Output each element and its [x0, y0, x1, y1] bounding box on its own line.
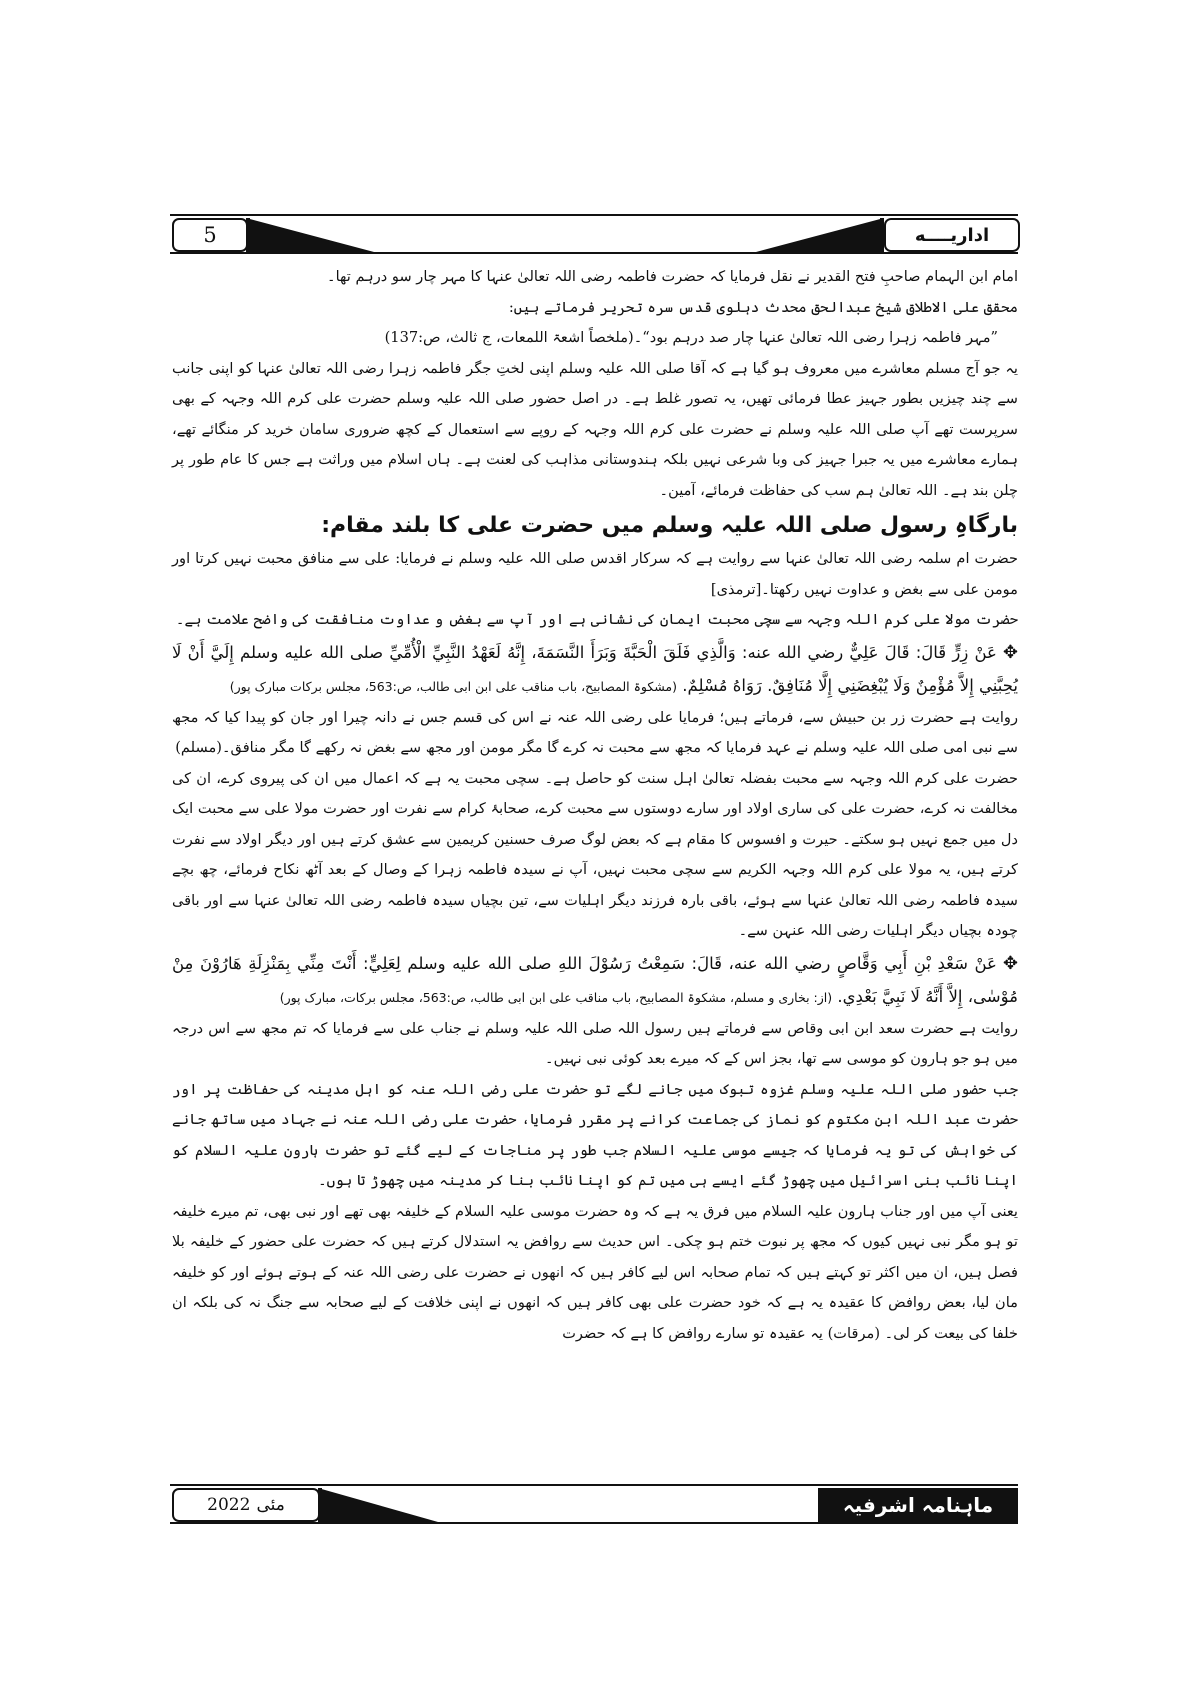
- paragraph: روایت ہے حضرت زر بن حبیش سے، فرماتے ہیں؛ فرمایا علی رضی اللہ عنہ نے اس کی قسم جس نے دانہ چیرا اور جان کو پیدا کیا کہ مجھ سے نبی امی صلی اللہ علیہ وسلم نے عہد فرمایا کہ مجھ سے محبت نہ کرے گا مگر مومن اور مجھ سے بغض نہ رکھے گا مگر منافق۔(مسلم): [172, 708, 1018, 756]
- hadith-arabic: [172, 636, 1018, 703]
- footer-rule-top: [170, 1484, 1018, 1486]
- paragraph: یعنی آپ میں اور جناب ہارون علیہ السلام میں فرق یہ ہے کہ وہ حضرت موسی علیہ السلام کے خلیفہ بھی تھے اور نبی بھی، تم میرے خلیفہ تو ہو مگر نبی نہیں کیوں کہ مجھ پر نبوت ختم ہو چکی۔ اس حدیث سے روافض یہ استدلال کرتے ہیں کہ حضرت علی حضور کے خلیفہ بلا فصل ہیں، ان میں اکثر تو کہتے ہیں کہ تمام صحابہ اس لیے کافر ہیں کہ انھوں نے حضرت علی رضی اللہ عنہ کے ہوتے ہوئے اور کو خلیفہ مان لیا، بعض روافض کا عقیدہ یہ ہے کہ خود حضرت علی بھی کافر ہیں کہ انھوں نے اپنی خلافت کے لیے صحابہ سے جنگ نہ کی بلکہ ان خلفا کی بیعت کر لی۔ (مرقات) یہ عقیدہ تو سارے روافض کا ہے کہ حضرت: [172, 1202, 1018, 1342]
- paragraph: حضرت مولا علی کرم اللہ وجہہ سے سچی محبت ایمان کی نشانی ہے اور آپ سے بغض و عداوت منافقت کی واضح علامت ہے۔: [175, 611, 1018, 628]
- paragraph: حضرت ام سلمہ رضی اللہ تعالیٰ عنہا سے روایت ہے کہ سرکار اقدس صلی اللہ علیہ وسلم نے فرمایا: علی سے منافق محبت نہیں کرتا اور مومن علی سے بغض و عداوت نہیں رکھتا۔[ترمذی]: [172, 550, 1018, 598]
- footer-wedge: [318, 1486, 438, 1524]
- paragraph: حضرت علی کرم اللہ وجہہ سے محبت بفضلہ تعالیٰ اہل سنت کو حاصل ہے۔ سچی محبت یہ ہے کہ اعمال میں ان کی پیروی کرے، ان کی مخالفت نہ کرے، حضرت علی کی ساری اولاد اور سارے دوستوں سے محبت کرے، صحابۂ کرام سے نفرت اور حضرت مولا علی سے محبت ایک دل میں جمع نہیں ہو سکتے۔ حیرت و افسوس کا مقام ہے کہ بعض لوگ صرف حسنین کریمین سے عشق کرتے ہیں اور دیگر اولاد سے نفرت کرتے ہیں، یہ مولا علی کرم اللہ وجہہ الکریم سے سچی محبت نہیں، آپ نے سیدہ فاطمہ زہرا کے وصال کے بعد آٹھ نکاح فرمائے، چھ بچے سیدہ فاطمہ رضی اللہ تعالیٰ عنہا سے ہوئے، باقی بارہ فرزند دیگر اہلیات سے، تین بچیاں سیدہ فاطمہ رضی اللہ تعالیٰ عنہا سے اور باقی چودہ بچیاں دیگر اہلیات رضی اللہ عنہن سے۔: [172, 769, 1018, 939]
- bullet-star-icon: ✥: [1002, 952, 1018, 974]
- hadith-text: عَنْ زِرٍّ قَالَ: قَالَ عَلِيٌّ رضي الله عنه: وَالَّذِي فَلَقَ الْحَبَّةَ وَبَرَأَ النَّسَمَةَ، إِنَّهُ لَعَهْدُ النَّبِيِّ الْأُمِّيِّ صلى الله عليه وسلم إِلَيَّ أَنْ لَا يُحِبَّنِي إِلاَّ مُؤْمِنٌ وَلَا يُبْغِضَنِي إِلَّا مُنَافِقٌ. رَوَاهُ مُسْلِمٌ.: [172, 642, 1018, 695]
- page-number: 5: [172, 218, 248, 252]
- issue-date: [172, 1488, 320, 1522]
- section-heading: بارگاہِ رسول صلی اللہ علیہ وسلم میں حضرت علی کا بلند مقام:: [321, 513, 1018, 538]
- header-left-wedge: [246, 216, 374, 254]
- paragraph: یہ جو آج مسلم معاشرے میں معروف ہو گیا ہے کہ آقا صلی اللہ علیہ وسلم اپنی لختِ جگر فاطمہ زہرا رضی اللہ تعالیٰ عنہا کو اپنی جانب سے چند چیزیں بطور جہیز عطا فرمائی تھیں، یہ تصور غلط ہے۔ در اصل حضور صلی اللہ علیہ وسلم حضرت علی کرم اللہ وجہہ کے بھی سرپرست تھے آپ صلی اللہ علیہ وسلم نے حضرت علی کرم اللہ وجہہ کے روپے سے استعمال کے کچھ ضروری سامان خرید کر منگائے تھے، ہمارے معاشرے میں یہ جبرا جہیز کی وبا شرعی نہیں بلکہ ہندوستانی مذاہب کی لعنت ہے۔ ہاں اسلام میں وراثت ہے جس کا عام طور پر چلن بند ہے۔ اللہ تعالیٰ ہم سب کی حفاظت فرمائے، آمین۔: [172, 359, 1018, 499]
- issue-month: مئی: [256, 1495, 285, 1515]
- paragraph: امام ابن الہمام صاحبِ فتح القدیر نے نقل فرمایا کہ حضرت فاطمہ رضی اللہ تعالیٰ عنہا کا مہر چار سو درہم تھا۔: [327, 268, 1018, 285]
- header-right-wedge: [756, 216, 884, 254]
- hadith-citation: (مشکوۃ المصابیح، باب مناقب علی ابن ابی طالب، ص:563، مجلس برکات مبارک پور): [229, 678, 677, 694]
- section-label: اداریــــه: [884, 218, 1020, 252]
- hadith-citation: (از: بخاری و مسلم، مشکوۃ المصابیح، باب مناقب علی ابن ابی طالب، ص:563، مجلس برکات، مبارک پور): [279, 989, 833, 1005]
- magazine-name: ماہنامہ اشرفیہ: [818, 1488, 1018, 1522]
- paragraph: جب حضور صلی اللہ علیہ وسلم غزوہ تبوک میں جانے لگے تو حضرت علی رضی اللہ عنہ کو اہل مدینہ کی حفاظت پر اور حضرت عبد اللہ ابن مکتوم کو نماز کی جماعت کرانے پر مقرر فرمایا، حضرت علی رضی اللہ عنہ نے جہاد میں ساتھ جانے کی خواہش کی تو یہ فرمایا کہ جیسے موسی علیہ السلام جب طور پر مناجات کے لیے گئے تو حضرت ہارون علیہ السلام کو اپنا نائب بنی اسرائیل میں چھوڑ گئے ایسے ہی میں تم کو اپنا نائب بنا کر مدینہ میں چھوڑ تا ہوں۔: [172, 1080, 1018, 1189]
- issue-year: 2022: [207, 1495, 251, 1515]
- hadith-arabic: [172, 947, 1018, 1014]
- quote-paragraph: ”مہر فاطمہ زہرا رضی اللہ تعالیٰ عنہا چار صد درہم بود“۔(ملخصاً اشعۃ اللمعات، ج ثالث، ص:137): [384, 329, 998, 346]
- footer-rule-bottom: [170, 1522, 1018, 1524]
- paragraph: روایت ہے حضرت سعد ابن ابی وقاص سے فرماتے ہیں رسول اللہ صلی اللہ علیہ وسلم نے جناب علی سے فرمایا کہ تم مجھ سے اس درجہ میں ہو جو ہارون کو موسی سے تھا، بجز اس کے کہ میرے بعد کوئی نبی نہیں۔: [172, 1019, 1018, 1067]
- article-body: [172, 262, 1018, 1349]
- hadith-text: عَنْ سَعْدِ بْنِ أَبِي وَقَّاصٍ رضي الله عنه، قَالَ: سَمِعْتُ رَسُوْلَ اللهِ صلى الله عليه وسلم لِعَلِيٍّ: أَنْتَ مِنِّي بِمَنْزِلَةِ هَارُوْنَ مِنْ مُوْسٰى، إِلاَّ أَنَّهُ لَا نَبِيَّ بَعْدِي.: [172, 953, 1018, 1006]
- bullet-star-icon: ✥: [1002, 641, 1018, 663]
- paragraph: محقق علی الاطلاق شیخ عبدالحق محدث دہلوی قدس سرہ تحریر فرماتے ہیں:: [508, 298, 1018, 316]
